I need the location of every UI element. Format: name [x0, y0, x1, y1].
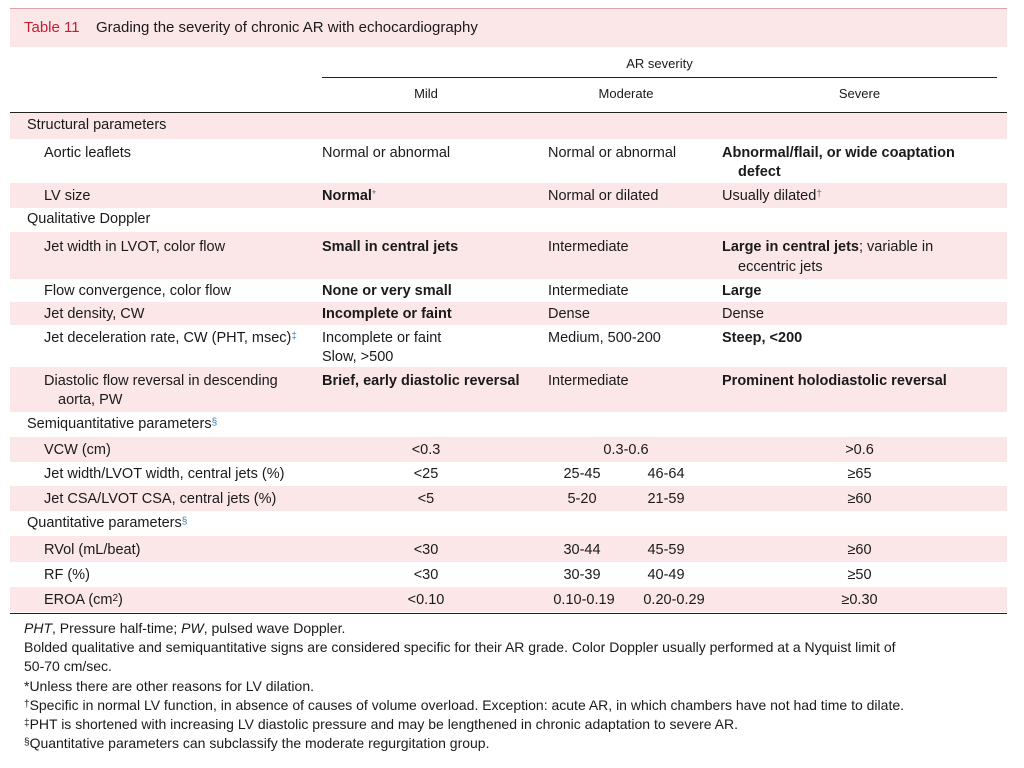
row-band: [10, 302, 1007, 325]
lv-size-mild-text: Normal: [322, 188, 372, 204]
jet-width-severe-bold: Large in central jets: [722, 239, 859, 255]
footnote-section-text: Quantitative parameters can subclassify the moderate regurgitation group.: [29, 735, 490, 751]
row-label-jet-width: Jet width in LVOT, color flow: [44, 239, 226, 255]
jet-decel-label-text: Jet deceleration rate, CW (PHT, msec): [44, 330, 292, 346]
flow-convergence-moderate: Intermediate: [548, 283, 629, 299]
rvol-moderate-a: 30-44: [563, 542, 601, 558]
row-label-jet-decel: [44, 328, 297, 348]
abbr-pht-text: , Pressure half-time;: [52, 620, 182, 636]
lv-size-mild: [322, 186, 376, 206]
lv-size-severe-text: Usually dilated: [722, 188, 817, 204]
footnote-abbreviations: [24, 619, 345, 638]
footnote-double-dagger-mark: ‡: [24, 718, 30, 729]
jet-decel-moderate: Medium, 500-200: [548, 330, 661, 346]
lv-size-severe: [722, 186, 822, 206]
eroa-label-text: EROA (cm: [44, 592, 113, 608]
dagger-mark: †: [816, 189, 822, 200]
footnote-bolded-cont: 50-70 cm/sec.: [24, 658, 112, 674]
eroa-mild: <0.10: [407, 592, 445, 608]
header-divider: [322, 77, 997, 78]
jet-density-severe: Dense: [722, 306, 764, 322]
eroa-moderate-a: 0.10-0.19: [553, 592, 615, 608]
vcw-moderate: 0.3-0.6: [603, 442, 649, 458]
abbr-pw-text: , pulsed wave Doppler.: [203, 620, 346, 636]
semiquantitative-label: Semiquantitative parameters: [27, 416, 212, 432]
footnote-section-mark: §: [24, 737, 30, 748]
row-label-aortic-leaflets: Aortic leaflets: [44, 145, 132, 161]
table-number: Table 11: [24, 19, 80, 36]
row-label-diastolic-reversal: Diastolic flow reversal in descending: [44, 373, 278, 389]
row-label-lv-size: LV size: [44, 188, 91, 204]
jet-width-ratio-moderate-b: 46-64: [647, 466, 685, 482]
eroa-label-end: ): [118, 592, 123, 608]
lv-size-moderate: Normal or dilated: [548, 188, 659, 204]
flow-convergence-severe: Large: [722, 283, 762, 299]
jet-csa-mild: <5: [417, 491, 435, 507]
row-label-flow-convergence: Flow convergence, color flow: [44, 283, 231, 299]
footnote-dagger-mark: †: [24, 699, 30, 710]
abbr-pht: PHT: [24, 620, 52, 636]
diastolic-reversal-severe: Prominent holodiastolic reversal: [722, 373, 947, 389]
eroa-superscript: 2: [112, 593, 119, 604]
rf-moderate-b: 40-49: [647, 567, 685, 583]
header-moderate: Moderate: [598, 86, 654, 101]
jet-csa-severe: ≥60: [847, 491, 872, 507]
vcw-mild: <0.3: [411, 442, 441, 458]
vcw-severe: >0.6: [845, 442, 874, 458]
jet-density-moderate: Dense: [548, 306, 590, 322]
eroa-severe: ≥0.30: [841, 592, 878, 608]
section-qualitative: Qualitative Doppler: [27, 211, 151, 227]
row-label-rvol: RVol (mL/beat): [44, 542, 141, 558]
jet-width-severe-cont: eccentric jets: [738, 259, 823, 275]
jet-width-ratio-mild: <25: [413, 466, 439, 482]
jet-width-severe-rest: ; variable in: [859, 239, 934, 255]
row-label-diastolic-reversal-cont: aorta, PW: [58, 392, 123, 408]
rvol-severe: ≥60: [847, 542, 872, 558]
jet-width-severe: [722, 237, 933, 257]
jet-width-moderate: Intermediate: [548, 239, 629, 255]
jet-decel-severe: Steep, <200: [722, 330, 803, 346]
footnote-double-dagger: [24, 715, 738, 734]
jet-decel-mild: Incomplete or faint: [322, 330, 442, 346]
aortic-leaflets-mild: Normal or abnormal: [322, 145, 451, 161]
jet-width-mild: Small in central jets: [322, 239, 459, 255]
abbr-pw: PW: [181, 620, 204, 636]
row-label-vcw: VCW (cm): [44, 442, 111, 458]
header-severe: Severe: [838, 86, 881, 101]
table-title: Grading the severity of chronic AR with echocardiography: [96, 19, 478, 36]
aortic-leaflets-severe-cont: defect: [738, 164, 781, 180]
diastolic-reversal-moderate: Intermediate: [548, 373, 629, 389]
row-band: [10, 183, 1007, 208]
footnote-double-dagger-text: PHT is shortened with increasing LV diastolic pressure and may be lengthened in chronic adaptation to severe AR.: [29, 716, 739, 732]
flow-convergence-mild: None or very small: [322, 283, 452, 299]
rvol-moderate-b: 45-59: [647, 542, 685, 558]
eroa-moderate-b: 0.20-0.29: [643, 592, 705, 608]
section-mark: §: [211, 417, 218, 428]
diastolic-reversal-mild: Brief, early diastolic reversal: [322, 373, 520, 389]
footnote-star: *Unless there are other reasons for LV dilation.: [24, 678, 315, 694]
footnote-section: [24, 734, 489, 753]
rf-mild: <30: [413, 567, 439, 583]
footnote-dagger-text: Specific in normal LV function, in absence of causes of volume overload. Exception: acute AR, in which chambers have not had time to dilate.: [29, 697, 905, 713]
row-label-eroa: [44, 590, 123, 610]
star-mark: *: [371, 189, 376, 200]
section-quantitative: [27, 513, 187, 533]
jet-density-mild: Incomplete or faint: [322, 306, 452, 322]
row-label-rf: RF (%): [44, 567, 90, 583]
section-mark: §: [181, 516, 188, 527]
section-semiquantitative: [27, 414, 217, 434]
jet-width-ratio-severe: ≥65: [847, 466, 872, 482]
section-structural: Structural parameters: [27, 117, 167, 133]
header-ar-severity: AR severity: [626, 56, 693, 71]
row-label-jet-csa: Jet CSA/LVOT CSA, central jets (%): [44, 491, 277, 507]
table-bottom-rule: [10, 613, 1007, 614]
jet-csa-moderate-b: 21-59: [647, 491, 685, 507]
quantitative-label: Quantitative parameters: [27, 515, 182, 531]
double-dagger-mark: ‡: [291, 331, 297, 342]
row-label-jet-width-ratio: Jet width/LVOT width, central jets (%): [44, 466, 285, 482]
jet-width-ratio-moderate-a: 25-45: [563, 466, 601, 482]
rf-severe: ≥50: [847, 567, 872, 583]
header-mild: Mild: [414, 86, 438, 101]
rvol-mild: <30: [413, 542, 439, 558]
footnote-bolded: Bolded qualitative and semiquantitative signs are considered specific for their AR grade. Color Doppler usually performed at a Nyquist limit of: [24, 639, 896, 655]
footnote-dagger: [24, 696, 904, 715]
aortic-leaflets-moderate: Normal or abnormal: [548, 145, 677, 161]
jet-decel-mild-line2: Slow, >500: [322, 349, 394, 365]
row-label-jet-density: Jet density, CW: [44, 306, 145, 322]
aortic-leaflets-severe: Abnormal/flail, or wide coaptation: [722, 145, 955, 161]
rf-moderate-a: 30-39: [563, 567, 601, 583]
jet-csa-moderate-a: 5-20: [567, 491, 597, 507]
table-title-bar: [10, 8, 1007, 47]
